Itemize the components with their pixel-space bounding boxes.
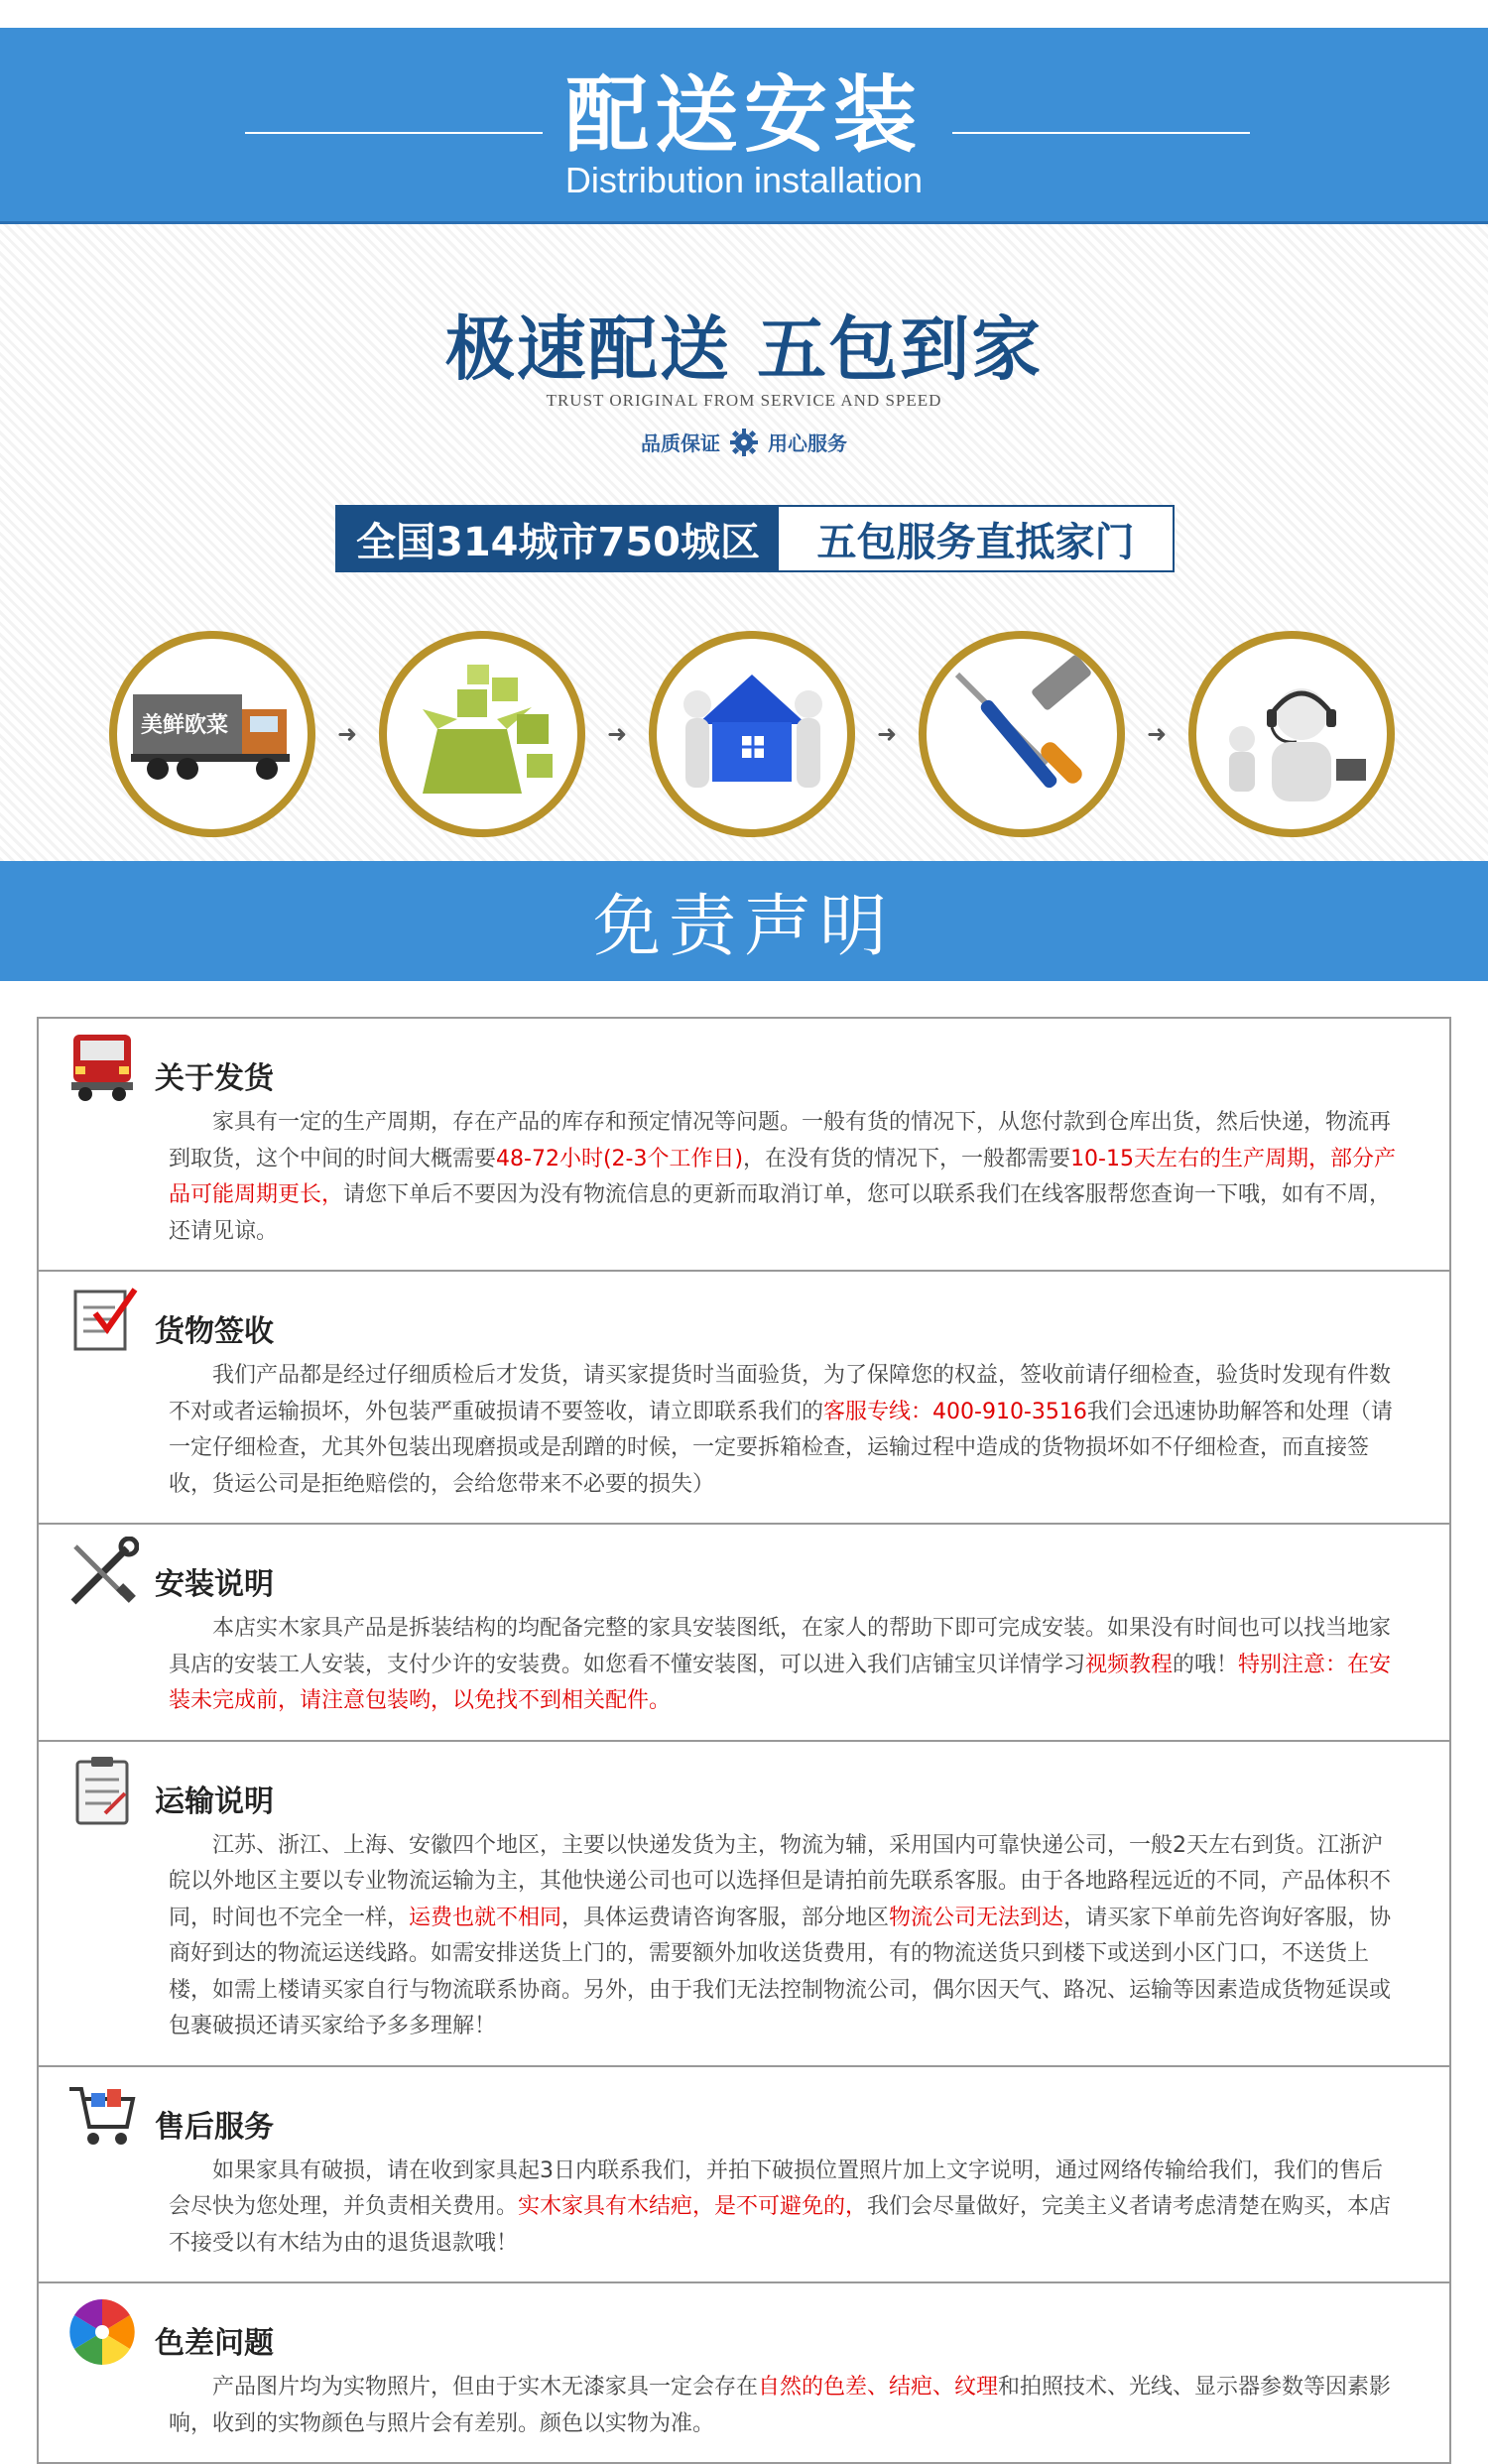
- promo-tagline: TRUST ORIGINAL FROM SERVICE AND SPEED: [546, 391, 942, 410]
- truck-icon: [65, 1031, 139, 1104]
- text-segment: 我们会迅速协助解答和处理（请一定仔细检查，尤其外包装出现磨损或是刮蹭的时候，一定要拆箱检查，运输过程中造成的货物损坏如不仔细检查，而直接签收，货运公司是拒绝赔偿的，会给您带来不必要的损失）: [169, 1399, 1393, 1497]
- highlight-text: 自然的色差、结疤、纹理: [758, 2375, 999, 2400]
- coverage-banner-left: 全国314城市750城区: [337, 507, 779, 570]
- arrow-right-icon: ➜: [336, 720, 358, 748]
- promo-headline: 极速配送 五包到家: [444, 308, 1044, 390]
- quality-right-text: 用心服务: [767, 431, 847, 455]
- color-difference-text: [169, 2370, 1400, 2442]
- shopping-cart-icon: [65, 2079, 139, 2153]
- color-difference-title: 色差问题: [155, 2326, 274, 2361]
- text-segment: 家具有一定的生产周期，存在产品的库存和预定情况等问题。一般有货的情况下，从您付款到仓库出货，然后快递，物流再到取货，这个中间的时间大概需要: [169, 1110, 1392, 1171]
- receipt-item: [39, 1272, 1449, 1525]
- header-divider-right: [952, 132, 1250, 134]
- text-segment: 的哦！: [1173, 1652, 1239, 1677]
- boxes-icon: [379, 631, 585, 837]
- transport-title: 运输说明: [155, 1784, 274, 1819]
- arrow-right-icon: ➜: [1146, 720, 1168, 748]
- installation-title: 安装说明: [155, 1567, 274, 1602]
- highlight-text: 10-15天左右的生产周期，部分产品可能周期更长，: [169, 1146, 1396, 1207]
- checklist-icon: [65, 1284, 139, 1357]
- highlight-text: 实木家具有木结疤，是不可避免的，: [518, 2194, 868, 2219]
- truck-logo-text: 美鲜欧菜: [141, 713, 229, 738]
- receipt-title: 货物签收: [155, 1314, 274, 1349]
- text-segment: 我们产品都是经过仔细质检后才发货，请买家提货时当面验货，为了保障您的权益，签收前请仔细检查，验货时发现有件数不对或者运输损坏，外包装严重破损请不要签收，请立即联系我们的: [169, 1363, 1392, 1424]
- after-sales-item: [39, 2067, 1449, 2284]
- after-sales-title: 售后服务: [155, 2109, 274, 2145]
- page-header: [0, 28, 1488, 224]
- video-tutorial-text: 视频教程: [1085, 1652, 1174, 1677]
- text-segment: 请您下单后不要因为没有物流信息的更新而取消订单，您可以联系我们在线客服帮您查询一下哦，如有不周，还请见谅。: [169, 1182, 1392, 1244]
- highlight-text: 特别注意：在安装未完成前，请注意包装哟，以免找不到相关配件。: [169, 1652, 1392, 1713]
- highlight-text: 48-72小时(2-3个工作日): [496, 1146, 744, 1171]
- color-difference-item: [39, 2283, 1449, 2464]
- disclaimer-panel: [37, 1017, 1451, 2464]
- house-handshake-icon: [649, 631, 855, 837]
- top-strip: [0, 0, 1488, 28]
- color-wheel-icon: [65, 2295, 139, 2369]
- highlight-text: 物流公司无法到达: [889, 1905, 1064, 1930]
- spacer: [0, 981, 1488, 1017]
- transport-item: [39, 1742, 1449, 2067]
- shipping-title: 关于发货: [155, 1061, 274, 1096]
- shipping-item: [39, 1019, 1449, 1272]
- coverage-banner: [335, 505, 1175, 572]
- installation-item: [39, 1525, 1449, 1742]
- quality-left-text: 品质保证: [641, 431, 721, 455]
- gear-icon: [729, 428, 759, 462]
- text-segment: 我们会尽量做好，完美主义者请考虑清楚在购买，本店不接受以有木结为由的退货退款哦！: [169, 2194, 1392, 2256]
- arrow-right-icon: ➜: [606, 720, 628, 748]
- text-segment: ，请买家下单前先咨询好客服，协商好到达的物流运送线路。如需安排送货上门的，需要额外加收送货费用，有的物流送货只到楼下或送到小区门口，不送货上楼，如需上楼请买家自行与物流联系协商。另外，由于我们无法控制物流公司，偶尔因天气、路况、运输等因素造成货物延误或包裹破损还请买家给予多多理解！: [169, 1905, 1392, 2038]
- wrench-screwdriver-icon: [65, 1537, 139, 1610]
- promo-section: [0, 224, 1488, 861]
- page-title: 配送安装: [564, 66, 923, 164]
- text-segment: 江苏、浙江、上海、安徽四个地区，主要以快递发货为主，物流为辅，采用国内可靠快递公司，一般2天左右到货。江浙沪皖以外地区主要以专业物流运输为主，其他快递公司也可以选择但是请拍前先联系客服。由于各地路程远近的不同，产品体积不同，时间也不完全一样，: [169, 1832, 1392, 1930]
- disclaimer-header: 免责声明: [0, 861, 1488, 981]
- text-segment: 产品图片均为实物照片，但由于实木无漆家具一定会存在: [212, 2375, 759, 2400]
- text-segment: 和拍照技术、光线、显示器参数等因素影响，收到的实物颜色与照片会有差别。颜色以实物为准。: [169, 2375, 1392, 2436]
- text-segment: 本店实木家具产品是拆装结构的均配备完整的家具安装图纸，在家人的帮助下即可完成安装。如果没有时间也可以找当地家具店的安装工人安装，支付少许的安装费。如您看不懂安装图，可以进入我们店铺宝贝详情学习: [169, 1616, 1392, 1677]
- highlight-text: 运费也就不相同: [409, 1905, 562, 1930]
- hotline-text: 客服专线：400-910-3516: [823, 1399, 1087, 1424]
- text-segment: 如果家具有破损，请在收到家具起3日内联系我们，并拍下破损位置照片加上文字说明，通过网络传输给我们，我们的售后会尽快为您处理，并负责相关费用。: [169, 2157, 1384, 2219]
- receipt-text: [169, 1358, 1400, 1503]
- page-subtitle: Distribution installation: [564, 160, 924, 200]
- coverage-banner-right: 五包服务直抵家门: [816, 519, 1135, 565]
- after-sales-text: [169, 2154, 1400, 2263]
- quality-line: [0, 428, 1488, 462]
- installation-text: [169, 1611, 1400, 1720]
- truck-icon: [109, 631, 315, 837]
- text-segment: ，具体运费请咨询客服，部分地区: [561, 1905, 890, 1930]
- clipboard-icon: [65, 1754, 139, 1827]
- transport-text: [169, 1828, 1400, 2045]
- shipping-text: [169, 1105, 1400, 1250]
- arrow-right-icon: ➜: [876, 720, 898, 748]
- service-steps: [109, 631, 1399, 837]
- tools-icon: [919, 631, 1125, 837]
- text-segment: ，在没有货的情况下，一般都需要: [743, 1146, 1071, 1171]
- customer-service-icon: [1188, 631, 1395, 837]
